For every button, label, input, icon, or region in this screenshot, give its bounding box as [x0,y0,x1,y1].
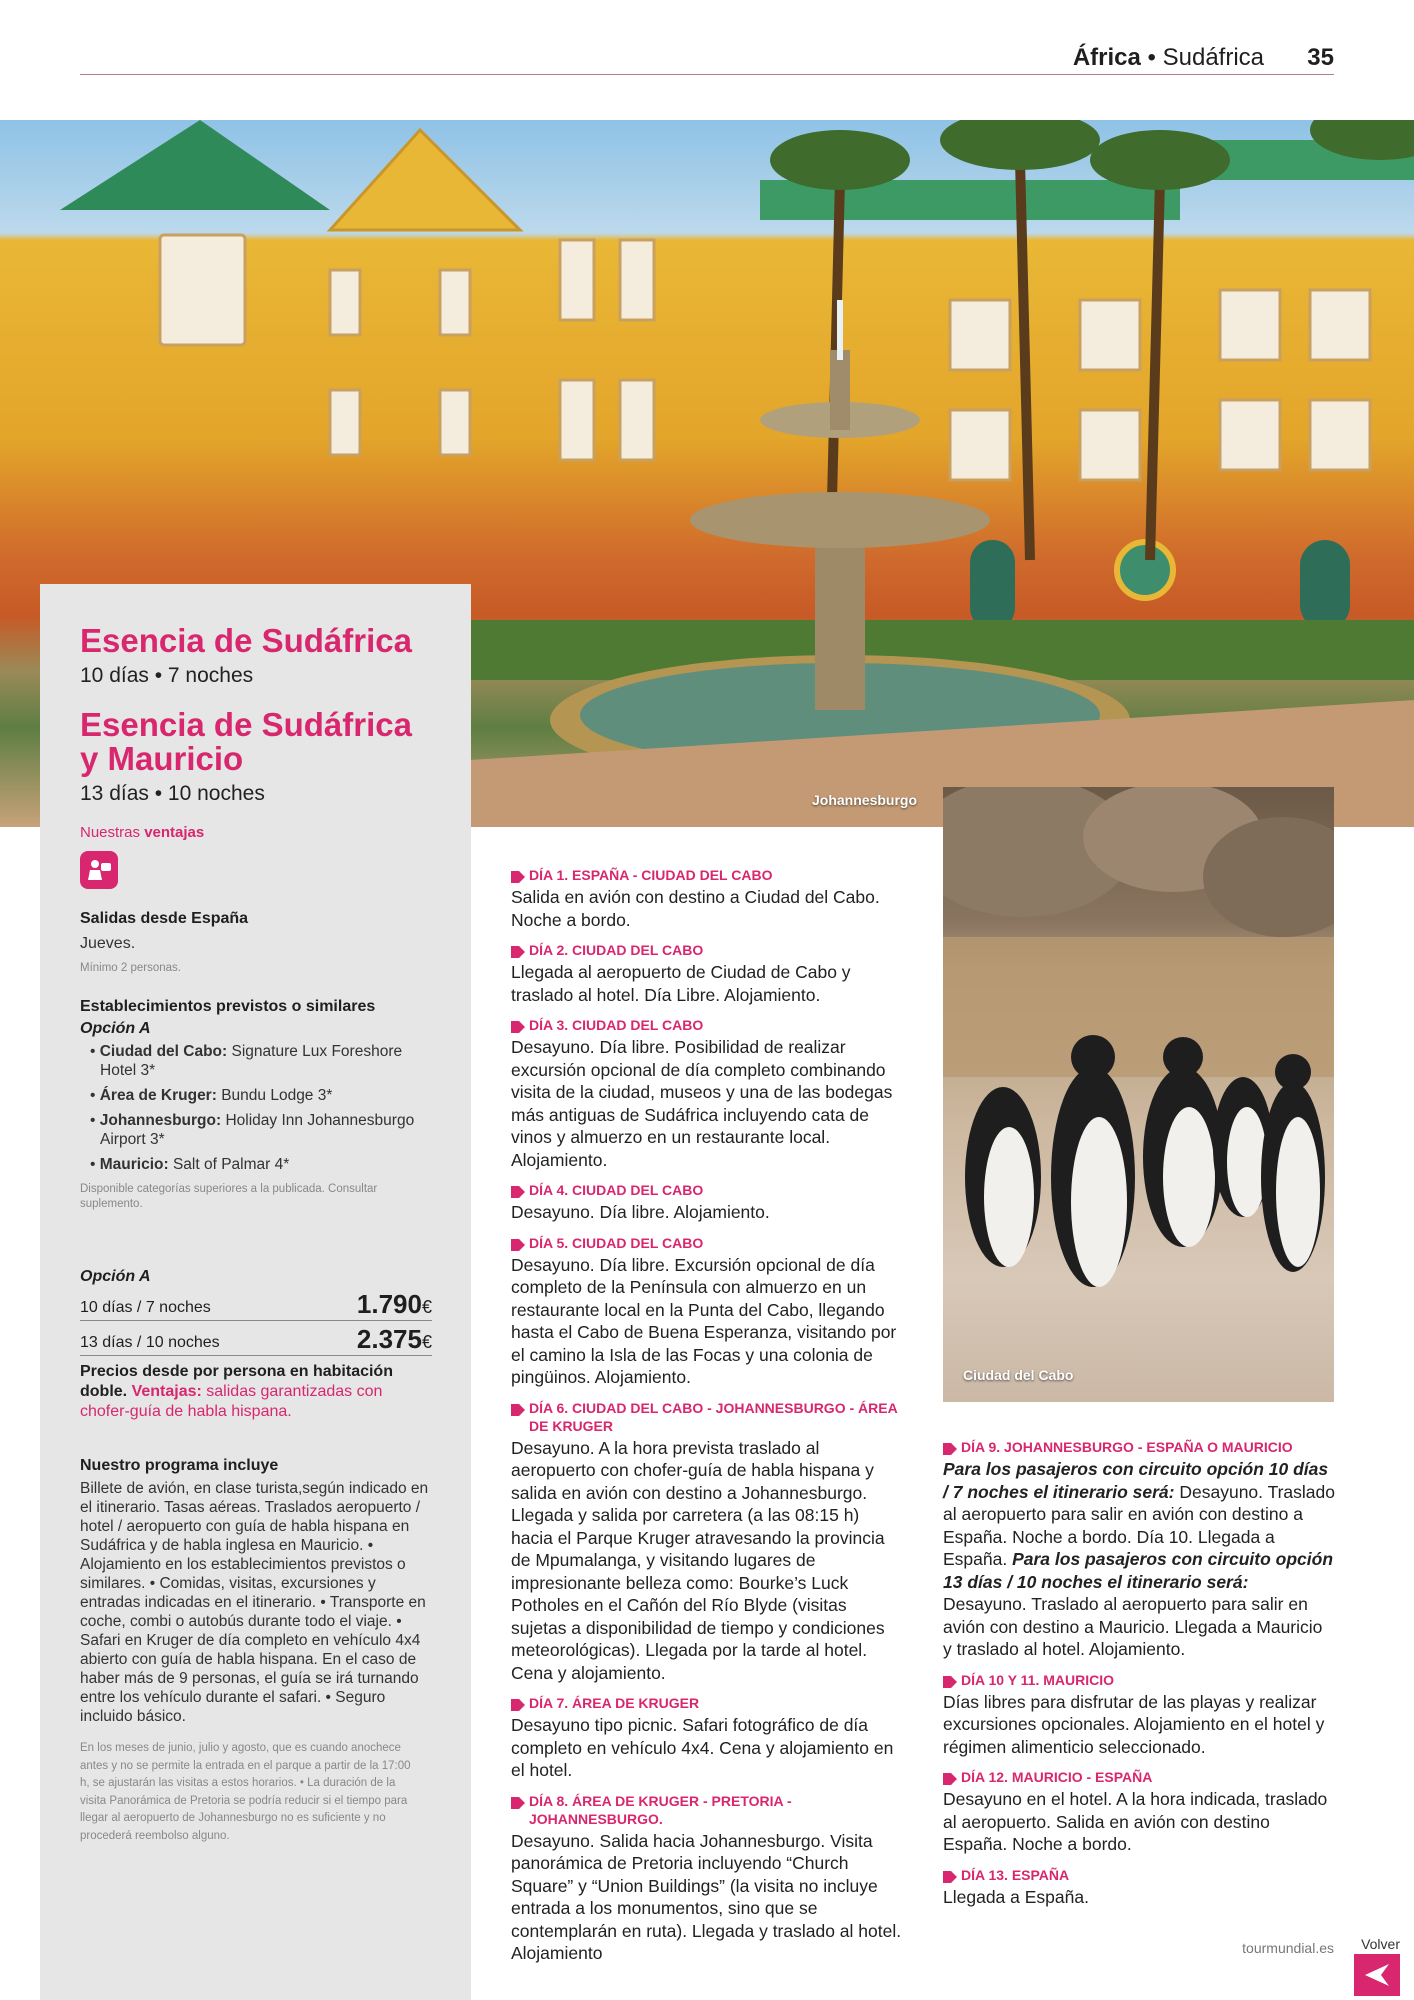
arrow-icon [511,944,525,956]
hotel-place: Área de Kruger: [99,1087,217,1104]
day-title: DÍA 2. CIUDAD DEL CABO [529,942,704,958]
day9-text-1: Desayuno. Traslado al aeropuerto para salir en avión con destino a España. Noche a bordo. Día 10. Llegada a España. [943,1481,1336,1569]
tour-titles [80,624,440,889]
day-heading [511,1694,904,1712]
price-label: 13 días / 10 noches [80,1334,220,1351]
day-text: Llegada a España. [943,1886,1089,1907]
site-url[interactable]: tourmundial.es [1242,1940,1334,1956]
day-text: Días libres para disfrutar de las playas y realizar excursiones opcionales. Alojamiento en el hotel y régimen alimenticio seleccionado. [943,1691,1325,1757]
arrow-icon [511,869,525,881]
hero-caption: Johannesburgo [812,792,918,808]
price-amount: 1.790 [356,1289,422,1319]
ventajas-inline-label: Ventajas: [131,1383,202,1400]
page-number: 35 [1307,44,1334,71]
price-currency: € [421,1332,432,1352]
section-region [1073,44,1264,72]
volver-label: Volver [1361,1936,1400,1952]
day-heading [511,1016,904,1034]
salidas-title: Salidas desde España [80,910,249,927]
day-title: DÍA 8. ÁREA DE KRUGER - PRETORIA - JOHANNESBURGO. [529,1792,792,1827]
price-amount: 2.375 [356,1324,422,1354]
penguins-illustration [943,787,1334,1402]
day-text: Desayuno en el hotel. A la hora indicada, traslado al aeropuerto. Salida en avión con destino España. Noche a bordo. [943,1789,1328,1854]
hotel-place: Johannesburgo: [99,1112,222,1129]
arrow-icon [511,1019,525,1031]
day-heading [943,1768,1335,1786]
side-caption: Ciudad del Cabo [963,1367,1074,1383]
hotel-item: • Ciudad del Cabo: Signature Lux Foreshore Hotel 3* [90,1043,403,1079]
itinerary-day [511,1234,904,1389]
day-heading [511,1399,904,1435]
day-title: DÍA 3. CIUDAD DEL CABO [529,1017,704,1033]
hotel-name: Holiday Inn Johannesburgo Airport 3* [100,1112,415,1148]
disponible-note: Disponible categorías superiores a la publicada. Consultar suplemento. [80,1183,378,1210]
price-value [357,1324,432,1355]
itinerary-column-1 [511,866,904,1975]
arrow-icon [943,1869,957,1881]
itinerary-day [511,1792,904,1965]
hotel-name: Signature Lux Foreshore Hotel 3* [100,1043,403,1079]
day-heading [511,866,904,884]
hotel-place: Mauricio: [99,1156,169,1173]
itinerary-day [511,1399,904,1685]
day-title: DÍA 1. ESPAÑA - CIUDAD DEL CABO [529,867,773,883]
region-separator: • [1147,44,1156,71]
itinerary-day [943,1438,1335,1661]
price-row [80,1286,432,1321]
day9-intro-1: Para los pasajeros con circuito opción 10 días / 7 noches el itinerario será: [943,1459,1329,1502]
hotel-item: • Mauricio: Salt of Palmar 4* [90,1156,290,1173]
day-text: Desayuno. Día libre. Posibilidad de realizar excursión opcional de día completo combinando visita de la ciudad, museos y una de las bodegas más antiguas de Sudáfrica incluyendo cata de vinos y almuerzo en un restaurante local. Alojamiento. [511,1037,893,1170]
precio-note-text: Precios desde por persona en habitación doble. [80,1363,393,1400]
price-row [80,1321,432,1356]
day-text: Desayuno. A la hora prevista traslado al aeropuerto con chofer-guía de habla hispana y salida en avión con destino a Johannesburgo. Llegada y salida por carretera (a las 08:15 h) hacia el Parque Kruger atravesando la provincia de Mpumalanga, y visitando lugares de impresionante belleza como: Bourke’s Luck Potholes en el Cañón del Río Blyde (visitas sujetas a disponibilidad de tiempo y condiciones meteorológicas). Llegada por la tarde al hotel. Cena y alojamiento. [511,1437,885,1683]
day-title: DÍA 13. ESPAÑA [961,1866,1070,1883]
arrow-icon [511,1402,525,1414]
day-text [943,1458,1335,1661]
day-title: DÍA 12. MAURICIO - ESPAÑA [961,1769,1153,1785]
price-currency: € [421,1297,432,1317]
hotel-name: Salt of Palmar 4* [172,1156,290,1173]
incluye-title: Nuestro programa incluye [80,1457,279,1474]
salidas-day: Jueves. [80,935,136,952]
guide-icon [80,851,118,889]
arrow-icon [943,1674,957,1686]
day-text: Llegada al aeropuerto de Ciudad de Cabo y traslado al hotel. Día Libre. Alojamiento. [511,962,851,1005]
tour-duration-2: 13 días • 10 noches [80,782,265,805]
day-heading [511,1792,904,1828]
incluye-section [80,1457,432,1845]
day-text: Desayuno. Salida hacia Johannesburgo. Visita panorámica de Pretoria incluyendo “Church Square” y “Union Buildings” (la visita no incluye entrada a los monumentos, sino que se contemplarán en ruta). Llegada y traslado al hotel. Alojamiento [511,1830,902,1963]
day-heading [943,1438,1335,1456]
region-country: Sudáfrica [1162,44,1264,71]
day-title: DÍA 5. CIUDAD DEL CABO [529,1234,704,1251]
back-arrow-icon [1363,1962,1391,1988]
salidas-section [80,910,440,1212]
itinerary-day [511,1016,904,1171]
region-continent: África [1072,44,1141,71]
day-heading [511,1181,904,1199]
itinerary-day [511,1694,904,1782]
arrow-icon [943,1771,957,1783]
day-text: Desayuno. Día libre. Excursión opcional de día completo de la Península con almuerzo en un restaurante local en la Punta del Cabo, llegando hasta el Cabo de Buena Esperanza, visitando por el camino la Isla de las Focas y una colonia de pingüinos. Alojamiento. [511,1254,897,1387]
day-text: Desayuno. Día libre. Alojamiento. [511,1202,770,1222]
hotel-name: Bundu Lodge 3* [221,1087,333,1104]
itinerary-column-2 [943,1438,1335,1918]
ventajas-inline-text: salidas garantizadas con chofer-guía de habla hispana. [80,1383,383,1420]
arrow-icon [943,1441,957,1453]
opcion-a-label: Opción A [80,1020,151,1037]
hotel-item: • Johannesburgo: Holiday Inn Johannesburgo Airport 3* [90,1112,415,1148]
ventajas-label [80,824,440,841]
day-heading [943,1671,1335,1689]
price-label: 10 días / 7 noches [80,1299,211,1316]
prices-option-label: Opción A [80,1268,151,1285]
day-text: Desayuno tipo picnic. Safari fotográfico de día completo en vehículo 4x4. Cena y alojamiento en el hotel. [511,1715,894,1780]
page-header [80,44,1334,75]
volver-button[interactable] [1354,1954,1400,1996]
itinerary-day [943,1671,1335,1759]
tour-title-2-line2: y Mauricio [80,740,244,777]
ventajas-bold: ventajas [144,824,205,841]
hotel-item: • Área de Kruger: Bundu Lodge 3* [90,1087,333,1104]
day9-intro-2: Para los pasajeros con circuito opción 13 días / 10 noches el itinerario será: [943,1549,1334,1592]
arrow-icon [511,1697,525,1709]
day-heading [943,1866,1335,1884]
tour-title-1: Esencia de Sudáfrica [80,622,412,659]
day-title: DÍA 4. CIUDAD DEL CABO [529,1182,704,1198]
day9-text-2: Desayuno. Traslado al aeropuerto para salir en avión con destino a Mauricio. Llegada a Mauricio y traslado al hotel. Alojamiento. [943,1594,1323,1659]
day-title: DÍA 6. CIUDAD DEL CABO - JOHANNESBURGO - ÁREA DE KRUGER [529,1399,898,1434]
itinerary-day [943,1866,1335,1909]
itinerary-day [943,1768,1335,1856]
day-heading [511,941,904,959]
tour-duration-1: 10 días • 7 noches [80,664,254,687]
incluye-text: Billete de avión, en clase turista,según indicado en el itinerario. Tasas aéreas. Traslados aeropuerto / hotel / aeropuerto con guía de habla hispana en Sudáfrica y de habla inglesa en Mauricio. • Alojamiento en los establecimientos previstos o similares. • Comidas, visitas, excursiones y entradas indicadas en el itinerario. • Transporte en coche, combi o autobús durante todo el viaje. • Safari en Kruger de día completo en vehículo 4x4 abierto con guía de habla hispana. En el caso de haber más de 9 personas, el guía se irá turnando entre los vehículo durante el safari. • Seguro incluido básico. [80,1480,429,1725]
itinerary-day [511,1181,904,1224]
precio-note [80,1362,432,1422]
prices-section [80,1268,432,1422]
hotel-list [80,1042,440,1174]
establecimientos-title: Establecimientos previstos o similares [80,998,376,1015]
arrow-icon [511,1795,525,1807]
itinerary-day [511,941,904,1006]
day-title: DÍA 10 Y 11. MAURICIO [961,1671,1115,1688]
tour-title-2-line1: Esencia de Sudáfrica [80,706,412,743]
ventajas-pre: Nuestras [80,824,141,841]
hotel-place: Ciudad del Cabo: [99,1043,228,1060]
nota-invierno: En los meses de junio, julio y agosto, que es cuando anochece antes y no se permite la entrada en el parque a partir de la 17:00 h, se ajustarán las visitas a estos horarios. • La duración de la visita Panorámica de Pretoria se podría reducir si el tiempo para llegar al aeropuerto de Johannesburgo no es suficiente y no procederá reembolso alguno. [80,1742,411,1842]
minimo-personas: Mínimo 2 personas. [80,962,181,974]
arrow-icon [511,1184,525,1196]
day-title: DÍA 7. ÁREA DE KRUGER [529,1695,700,1711]
price-value [357,1289,432,1320]
day-title: DÍA 9. JOHANNESBURGO - ESPAÑA O MAURICIO [961,1439,1293,1455]
side-photo-ciudad-del-cabo [943,787,1334,1402]
arrow-icon [511,1237,525,1249]
day-heading [511,1234,904,1252]
itinerary-day [511,866,904,931]
day-text: Salida en avión con destino a Ciudad del Cabo. Noche a bordo. [511,887,880,930]
